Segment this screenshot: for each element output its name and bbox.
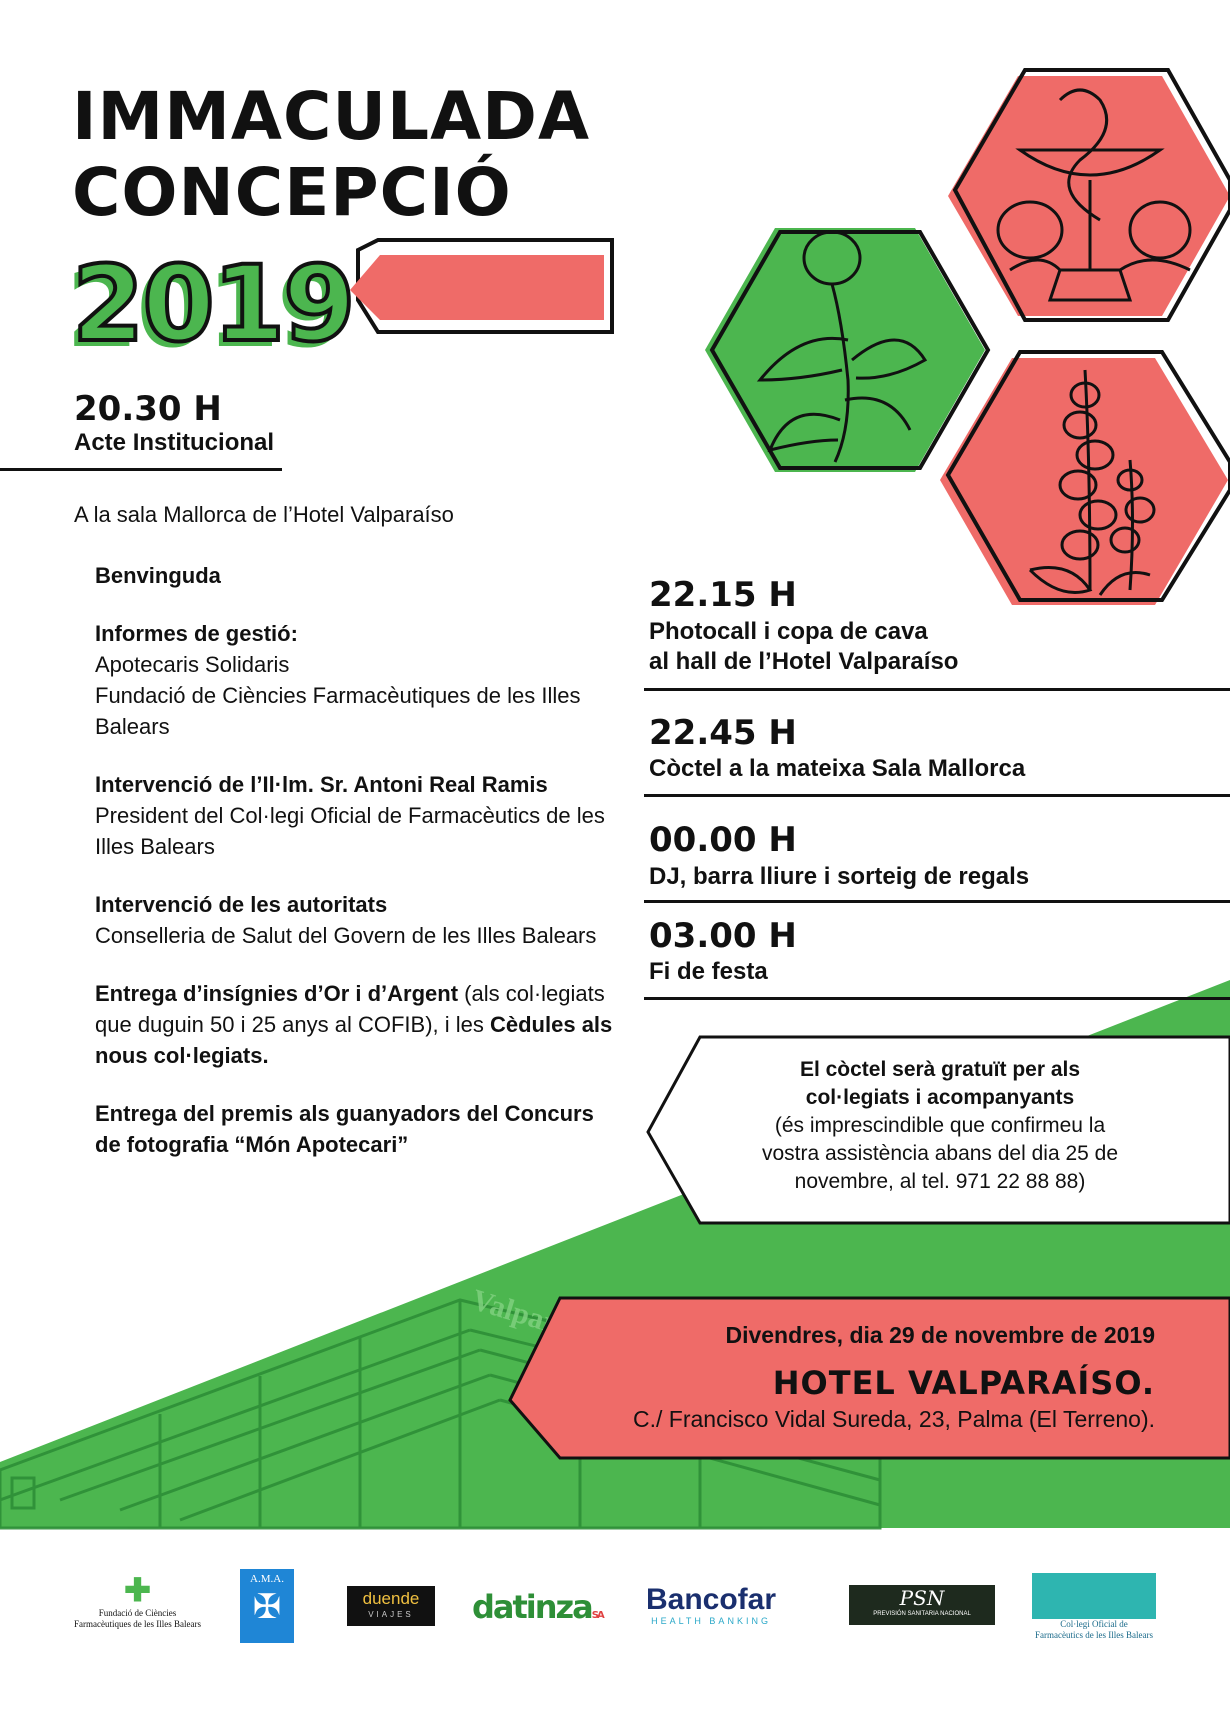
notice-line3: (és imprescindible que confirmeu la bbox=[774, 1114, 1106, 1137]
title-year: 2019 bbox=[72, 243, 354, 365]
schedule-label-1b: al hall de l’Hotel Valparaíso bbox=[649, 648, 959, 675]
sponsor-cofib bbox=[1032, 1573, 1156, 1641]
duende-label: duende bbox=[362, 1589, 420, 1608]
schedule-rule-3 bbox=[644, 900, 1230, 903]
event-address: C./ Francisco Vidal Sureda, 23, Palma (El Terreno). bbox=[633, 1406, 1155, 1432]
hexagon-red-bottom bbox=[940, 358, 1228, 605]
cofib-name-1: Col·legi Oficial de bbox=[1060, 1619, 1128, 1629]
notice-line5: novembre, al tel. 971 22 88 88) bbox=[794, 1170, 1086, 1193]
program-authorities-desc: Conselleria de Salut del Govern de les Illes Balears bbox=[95, 923, 597, 948]
program-speech-title: Intervenció de l’Il·lm. Sr. Antoni Real Ramis bbox=[95, 772, 548, 797]
schedule-label-3: DJ, barra lliure i sorteig de regals bbox=[649, 863, 1030, 890]
program-reports-line2: Fundació de Ciències Farmacèutiques de les Illes Balears bbox=[95, 683, 581, 739]
schedule-rule-4 bbox=[644, 997, 1230, 1000]
psn-label: PREVISIÓN SANITARIA NACIONAL bbox=[873, 1611, 971, 1617]
cofib-name-2: Farmacèutics de les Illes Balears bbox=[1035, 1630, 1153, 1640]
sponsor-ama bbox=[240, 1569, 294, 1643]
program-list bbox=[95, 560, 615, 1187]
datinza-sa: SA bbox=[591, 1610, 603, 1621]
program-speech-desc: President del Col·legi Oficial de Farmacèutics de les Illes Balears bbox=[95, 803, 605, 859]
institutional-location: A la sala Mallorca de l’Hotel Valparaíso bbox=[74, 502, 454, 527]
institutional-label: Acte Institucional bbox=[74, 429, 275, 456]
sponsor-psn bbox=[849, 1585, 995, 1625]
notice-bold-line2: col·legiats i acompanyants bbox=[805, 1086, 1075, 1109]
program-insignia-bold: Entrega d’insígnies d’Or i d’Argent bbox=[95, 981, 459, 1006]
ama-label: A.M.A. bbox=[250, 1573, 284, 1585]
building-sign: Valparaiso bbox=[467, 1283, 609, 1355]
title-banner bbox=[350, 255, 604, 320]
sponsor-fundacio bbox=[70, 1572, 205, 1630]
ama-cross-icon: ✠ bbox=[252, 1588, 282, 1626]
cofib-logo-block bbox=[1032, 1573, 1156, 1619]
institutional-time: 20.30 H bbox=[74, 389, 222, 429]
sponsor-datinza bbox=[472, 1588, 603, 1626]
program-reports-title: Informes de gestió: bbox=[95, 621, 298, 646]
schedule-label-4: Fi de festa bbox=[649, 958, 768, 985]
institutional-rule bbox=[0, 468, 282, 471]
program-welcome: Benvinguda bbox=[95, 563, 221, 588]
fundacio-name-2: Farmacèutiques de les Illes Balears bbox=[74, 1619, 201, 1629]
event-hotel: HOTEL VALPARAÍSO. bbox=[772, 1364, 1155, 1402]
schedule-time-2: 22.45 H bbox=[649, 713, 797, 753]
program-insignia-text: (als col·legiats que duguin 50 i 25 anys al COFIB), i les bbox=[95, 981, 605, 1037]
schedule-label-2: Còctel a la mateixa Sala Mallorca bbox=[649, 755, 1026, 782]
title-line-2: CONCEPCIÓ bbox=[72, 154, 512, 231]
schedule-rule-2 bbox=[644, 794, 1230, 797]
schedule-time-3: 00.00 H bbox=[649, 820, 797, 860]
notice-text bbox=[680, 1056, 1200, 1196]
datinza-label: datinza bbox=[472, 1588, 592, 1626]
program-authorities-title: Intervenció de les autoritats bbox=[95, 892, 388, 917]
notice-bold-line1: El còctel serà gratuït per als bbox=[799, 1058, 1081, 1081]
sponsor-bancofar bbox=[646, 1584, 776, 1626]
program-prizes: Entrega del premis als guanyadors del Concurs de fotografia “Món Apotecari” bbox=[95, 1101, 594, 1157]
sponsor-duende bbox=[347, 1586, 435, 1626]
schedule-label-1a: Photocall i copa de cava bbox=[649, 618, 928, 645]
event-date: Divendres, dia 29 de novembre de 2019 bbox=[725, 1322, 1155, 1348]
program-insignia-bold2: Cèdules als nous col·legiats. bbox=[95, 1012, 613, 1068]
psn-mark: PSN bbox=[899, 1586, 945, 1610]
schedule-time-1: 22.15 H bbox=[649, 575, 797, 615]
schedule-time-4: 03.00 H bbox=[649, 916, 797, 956]
duende-sub: VIAJES bbox=[368, 1610, 414, 1619]
schedule-rule-1 bbox=[644, 688, 1230, 691]
program-reports-line1: Apotecaris Solidaris bbox=[95, 652, 290, 677]
bancofar-label: Bancofar bbox=[646, 1583, 777, 1616]
notice-line4: vostra assistència abans del dia 25 de bbox=[761, 1142, 1119, 1165]
title-line-1: IMMACULADA bbox=[72, 78, 591, 155]
bancofar-sub: HEALTH BANKING bbox=[651, 1616, 771, 1626]
fundacio-name-1: Fundació de Ciències bbox=[98, 1608, 177, 1618]
fundacio-cross-icon: ✚ bbox=[124, 1572, 151, 1608]
